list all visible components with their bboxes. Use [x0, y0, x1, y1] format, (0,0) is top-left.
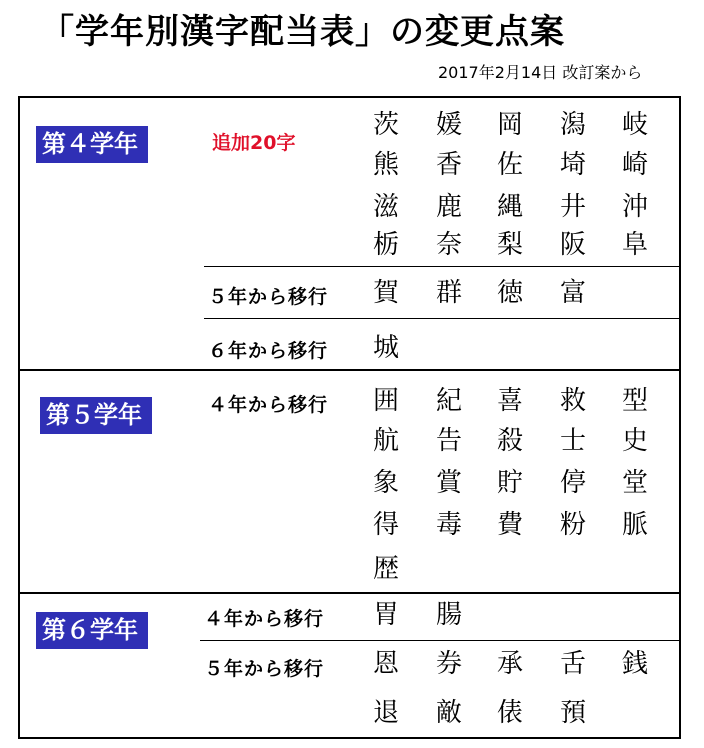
- kanji-char: 殺: [496, 426, 523, 456]
- kanji-char: 栃: [372, 230, 399, 260]
- kanji-char: 停: [559, 468, 586, 498]
- kanji-char: 承: [496, 649, 523, 679]
- kanji-char: 紀: [435, 386, 462, 416]
- kanji-char: 喜: [496, 386, 523, 416]
- kanji-char: 阪: [559, 230, 586, 260]
- kanji-char: 媛: [435, 110, 462, 140]
- kanji-char: 岡: [496, 110, 523, 140]
- kanji-char: 預: [559, 698, 586, 728]
- grade6-from5-label: ５年から移行: [204, 658, 325, 680]
- kanji-char: 士: [559, 426, 586, 456]
- grade6-label: 第６学年: [36, 612, 148, 649]
- grade4-from6-label: ６年から移行: [208, 340, 329, 362]
- kanji-char: 象: [372, 468, 399, 498]
- kanji-char: 香: [435, 150, 462, 180]
- kanji-char: 舌: [559, 649, 586, 679]
- kanji-char: 腸: [435, 600, 462, 630]
- kanji-char: 縄: [496, 192, 523, 222]
- kanji-char: 賞: [435, 468, 462, 498]
- kanji-char: 囲: [372, 386, 399, 416]
- kanji-char: 史: [621, 426, 648, 456]
- kanji-char: 埼: [559, 150, 586, 180]
- kanji-char: 粉: [559, 510, 586, 540]
- divider-g4-from6: [204, 318, 681, 319]
- divider-grade6: [18, 592, 681, 594]
- kanji-char: 恩: [372, 649, 399, 679]
- kanji-char: 賀: [372, 278, 399, 308]
- kanji-char: 毒: [435, 510, 462, 540]
- kanji-char: 佐: [496, 150, 523, 180]
- kanji-char: 費: [496, 510, 523, 540]
- kanji-char: 井: [559, 192, 586, 222]
- kanji-char: 歴: [372, 554, 399, 584]
- kanji-char: 梨: [496, 230, 523, 260]
- divider-g6-from5: [200, 640, 681, 641]
- kanji-char: 得: [372, 510, 399, 540]
- kanji-char: 銭: [621, 649, 648, 679]
- grade4-added-label: 追加20字: [212, 132, 296, 154]
- kanji-char: 脈: [621, 510, 648, 540]
- page-subtitle: 2017年2月14日 改訂案から: [438, 63, 643, 82]
- page-title: 「学年別漢字配当表」の変更点案: [40, 12, 565, 52]
- grade6-from4-label: ４年から移行: [204, 608, 325, 630]
- divider-grade5: [18, 369, 681, 371]
- kanji-char: 貯: [496, 468, 523, 498]
- grade5-label: 第５学年: [40, 397, 152, 434]
- kanji-char: 城: [372, 333, 399, 363]
- grade5-from4-label: ４年から移行: [208, 394, 329, 416]
- kanji-char: 奈: [435, 230, 462, 260]
- kanji-char: 崎: [621, 150, 648, 180]
- kanji-char: 俵: [496, 698, 523, 728]
- kanji-char: 群: [435, 278, 462, 308]
- kanji-char: 胃: [372, 600, 399, 630]
- divider-g4-from5: [204, 266, 681, 267]
- kanji-char: 滋: [372, 192, 399, 222]
- kanji-char: 阜: [621, 230, 648, 260]
- kanji-char: 沖: [621, 192, 648, 222]
- kanji-char: 茨: [372, 110, 399, 140]
- kanji-char: 救: [559, 386, 586, 416]
- kanji-char: 敵: [435, 698, 462, 728]
- kanji-char: 徳: [496, 278, 523, 308]
- kanji-char: 退: [372, 698, 399, 728]
- kanji-char: 告: [435, 426, 462, 456]
- kanji-char: 富: [559, 278, 586, 308]
- kanji-char: 潟: [559, 110, 586, 140]
- kanji-char: 型: [621, 386, 648, 416]
- kanji-char: 岐: [621, 110, 648, 140]
- kanji-char: 堂: [621, 468, 648, 498]
- kanji-char: 券: [435, 649, 462, 679]
- kanji-char: 鹿: [435, 192, 462, 222]
- grade4-label: 第４学年: [36, 126, 148, 163]
- grade4-from5-label: ５年から移行: [208, 286, 329, 308]
- kanji-char: 航: [372, 426, 399, 456]
- kanji-char: 熊: [372, 150, 399, 180]
